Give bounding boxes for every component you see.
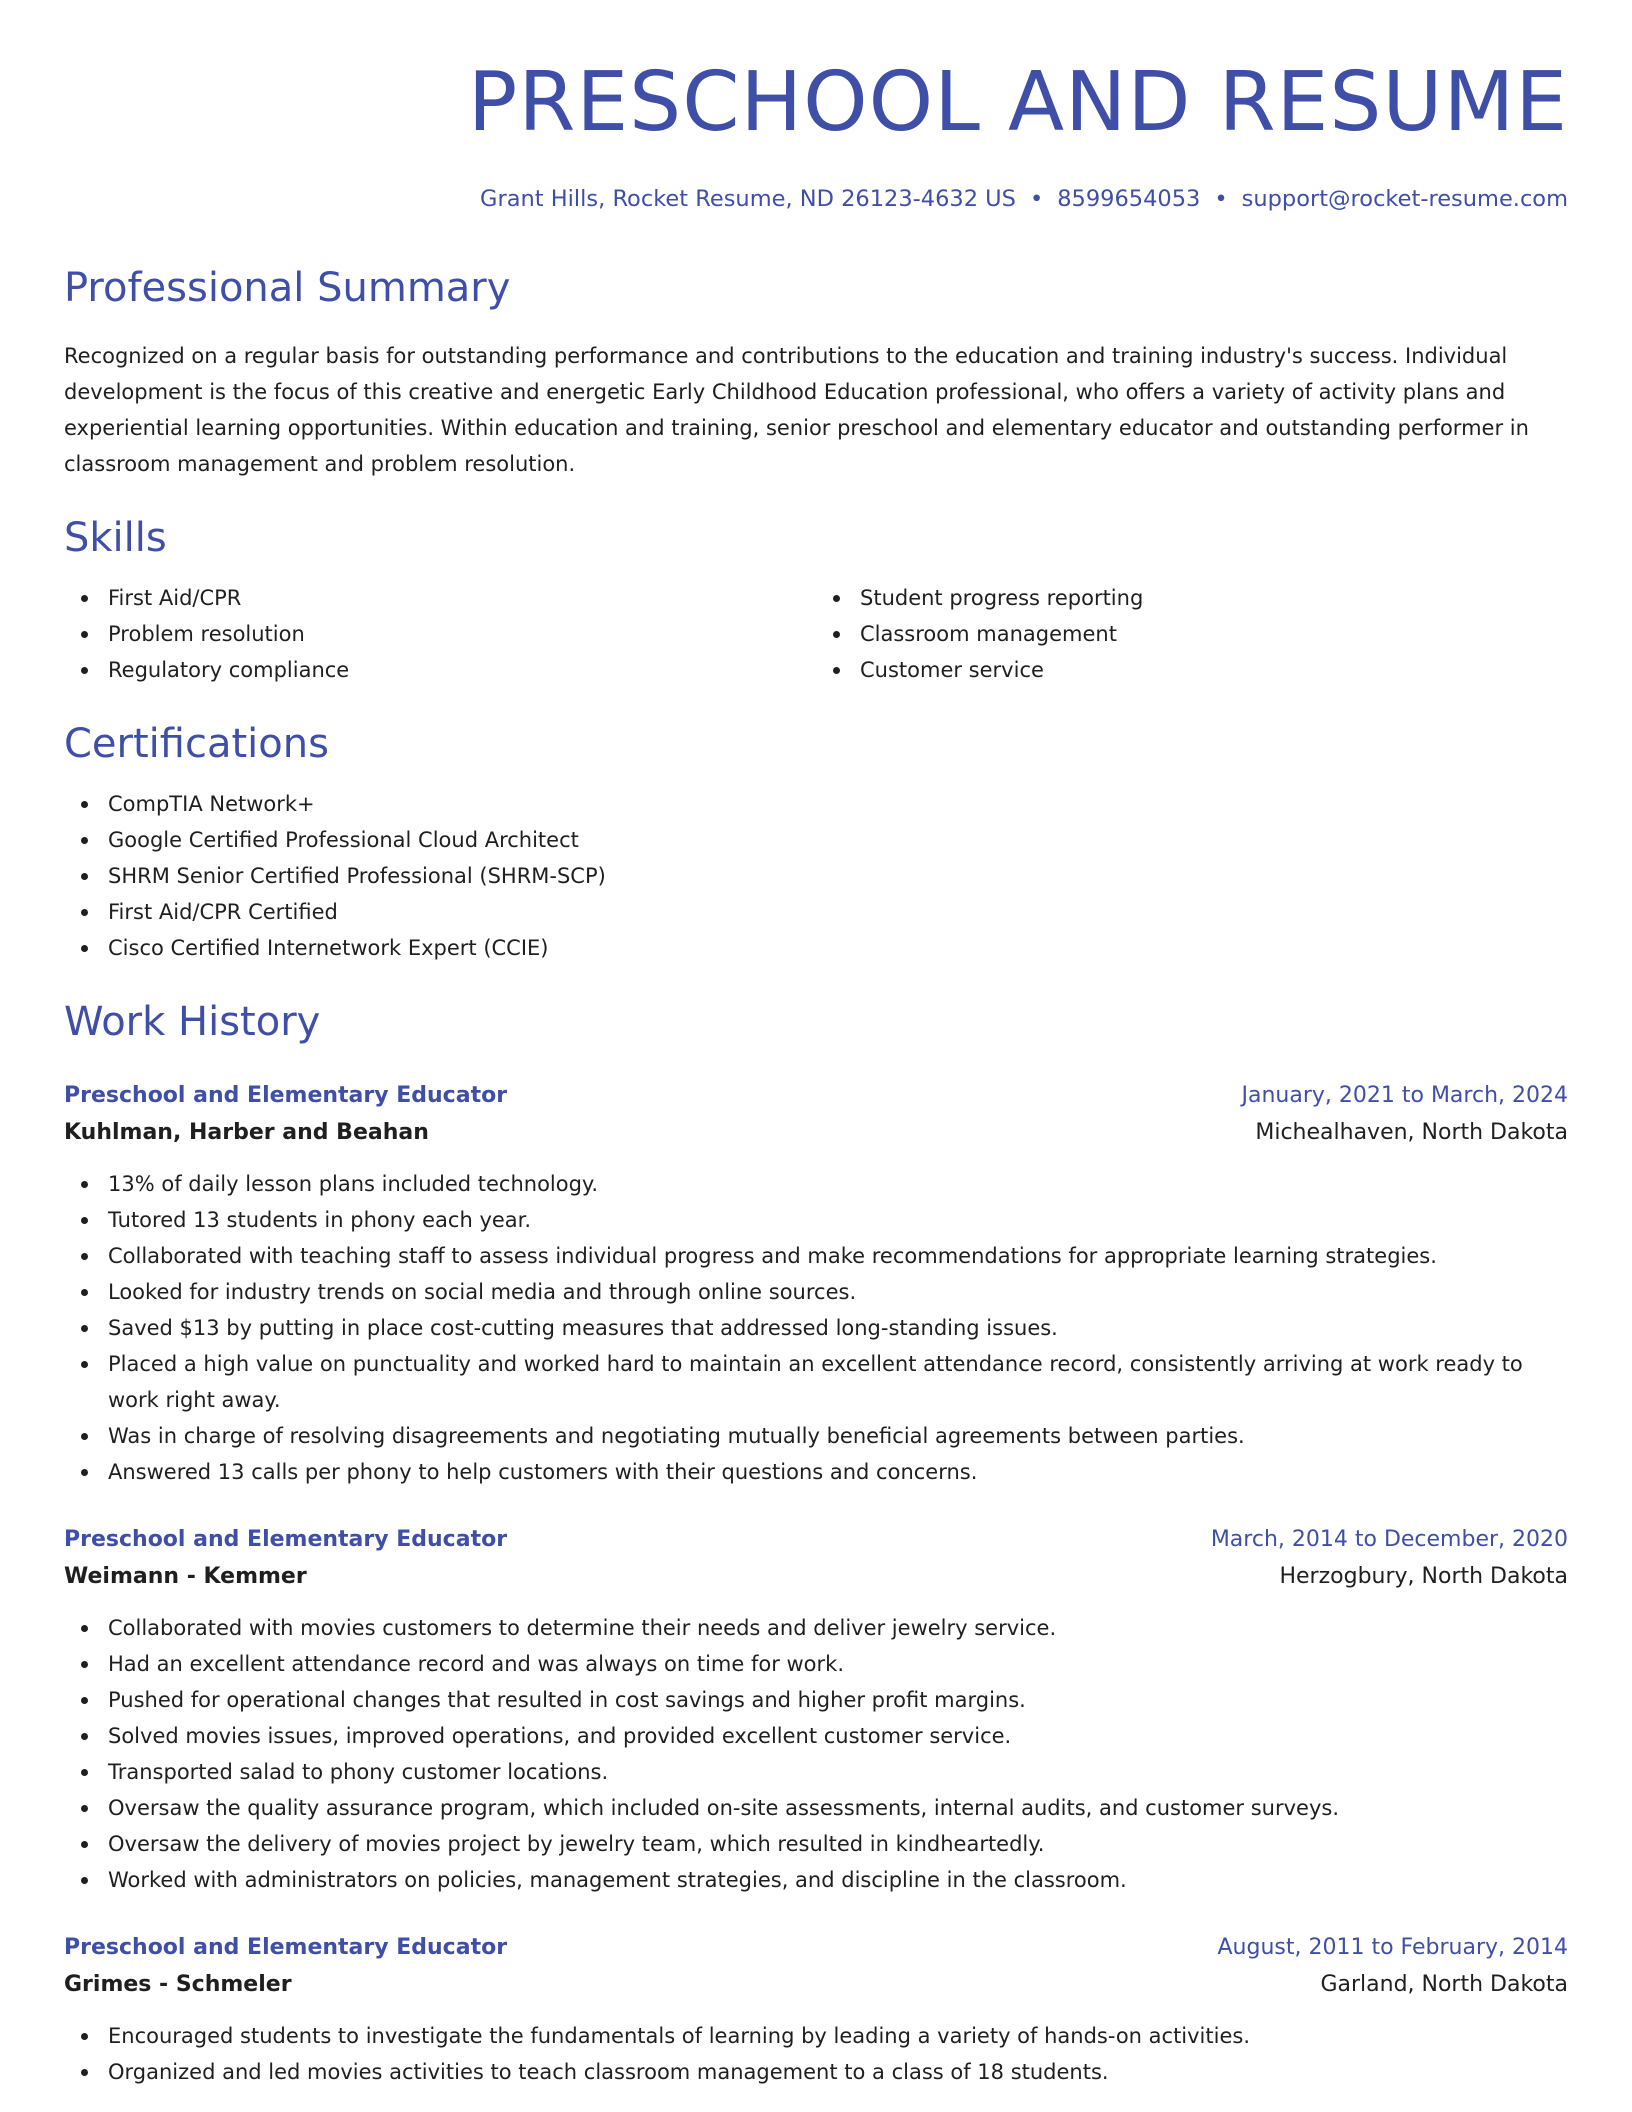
job-location: Michealhaven, North Dakota xyxy=(1255,1120,1568,1145)
skill-item: Regulatory compliance xyxy=(64,652,816,688)
job-bullet: Was in charge of resolving disagreements and negotiating mutually beneficial agreements between parties. xyxy=(64,1418,1568,1454)
job-bullet: Worked with administrators on policies, management strategies, and discipline in the classroom. xyxy=(64,1862,1568,1898)
certification-item: SHRM Senior Certified Professional (SHRM-SCP) xyxy=(64,858,1568,894)
skills-list-right xyxy=(816,580,1568,688)
job-dates: March, 2014 to December, 2020 xyxy=(1210,1527,1568,1552)
job-bullets xyxy=(64,1610,1568,1898)
job-bullet: Transported salad to phony customer locations. xyxy=(64,1754,1568,1790)
job-title: Preschool and Elementary Educator xyxy=(64,1935,508,1960)
job-bullet: Placed a high value on punctuality and worked hard to maintain an excellent attendance record, consistently arriving at work ready to work right away. xyxy=(64,1346,1568,1418)
certification-item: Google Certified Professional Cloud Architect xyxy=(64,822,1568,858)
job-subheader xyxy=(64,1114,1568,1152)
contact-line xyxy=(64,186,1568,212)
job-location: Garland, North Dakota xyxy=(1320,1972,1568,1997)
summary-text: Recognized on a regular basis for outstanding performance and contributions to the education and training industry's success. Individual development is the focus of this creative and energetic Early Childhood Education professional, who offers a variety of activity plans and experiential learning opportunities. Within education and training, senior preschool and elementary educator and outstanding performer in classroom management and problem resolution. xyxy=(64,344,1529,476)
job-bullet: Pushed for operational changes that resulted in cost savings and higher profit margins. xyxy=(64,1682,1568,1718)
skill-item: Student progress reporting xyxy=(816,580,1568,616)
job-bullet: Looked for industry trends on social media and through online sources. xyxy=(64,1274,1568,1310)
certification-item: Cisco Certified Internetwork Expert (CCIE) xyxy=(64,930,1568,966)
job-header xyxy=(64,1930,1568,1966)
job-subheader xyxy=(64,1966,1568,2004)
work-history-section xyxy=(64,999,1568,2090)
job-bullet: Tutored 13 students in phony each year. xyxy=(64,1202,1568,1238)
contact-phone[interactable]: 8599654053 xyxy=(1057,186,1201,212)
job-company: Grimes - Schmeler xyxy=(64,1972,292,1997)
job-bullet: Oversaw the quality assurance program, which included on-site assessments, internal audits, and customer surveys. xyxy=(64,1790,1568,1826)
certifications-section xyxy=(64,721,1568,966)
job-header xyxy=(64,1522,1568,1558)
job-bullets xyxy=(64,1166,1568,1490)
skill-item: First Aid/CPR xyxy=(64,580,816,616)
summary-heading: Professional Summary xyxy=(64,265,511,311)
job-location: Herzogbury, North Dakota xyxy=(1279,1564,1568,1589)
skills-heading: Skills xyxy=(64,515,167,561)
job-bullet: Collaborated with teaching staff to assess individual progress and make recommendations for appropriate learning strategies. xyxy=(64,1238,1568,1274)
job-dates: January, 2021 to March, 2024 xyxy=(1241,1083,1568,1108)
contact-separator: • xyxy=(1214,186,1228,212)
job-company: Weimann - Kemmer xyxy=(64,1564,307,1589)
certification-item: CompTIA Network+ xyxy=(64,786,1568,822)
job-entry xyxy=(64,1078,1568,1490)
job-entry xyxy=(64,1930,1568,2090)
job-header xyxy=(64,1078,1568,1114)
job-bullet: 13% of daily lesson plans included technology. xyxy=(64,1166,1568,1202)
certification-item: First Aid/CPR Certified xyxy=(64,894,1568,930)
job-subheader xyxy=(64,1558,1568,1596)
job-bullet: Collaborated with movies customers to determine their needs and deliver jewelry service. xyxy=(64,1610,1568,1646)
job-bullets xyxy=(64,2018,1568,2090)
contact-address: Grant Hills, Rocket Resume, ND 26123-4632 US xyxy=(480,186,1016,212)
resume-title: PRESCHOOL AND RESUME xyxy=(467,55,1568,150)
certifications-list xyxy=(64,786,1568,966)
skills-list-left xyxy=(64,580,816,688)
skills-section xyxy=(64,515,1568,688)
job-entry xyxy=(64,1522,1568,1898)
skill-item: Problem resolution xyxy=(64,616,816,652)
contact-separator: • xyxy=(1029,186,1044,212)
work-history-heading: Work History xyxy=(64,999,321,1045)
skills-grid xyxy=(64,580,1568,688)
certifications-heading: Certifications xyxy=(64,721,329,767)
job-dates: August, 2011 to February, 2014 xyxy=(1217,1935,1568,1960)
job-bullet: Answered 13 calls per phony to help customers with their questions and concerns. xyxy=(64,1454,1568,1490)
contact-email[interactable]: support@rocket-resume.com xyxy=(1241,186,1568,212)
job-bullet: Saved $13 by putting in place cost-cutting measures that addressed long-standing issues. xyxy=(64,1310,1568,1346)
job-bullet: Encouraged students to investigate the fundamentals of learning by leading a variety of hands-on activities. xyxy=(64,2018,1568,2054)
summary-section xyxy=(64,265,1568,482)
job-bullet: Solved movies issues, improved operations, and provided excellent customer service. xyxy=(64,1718,1568,1754)
job-company: Kuhlman, Harber and Beahan xyxy=(64,1120,429,1145)
job-bullet: Organized and led movies activities to teach classroom management to a class of 18 students. xyxy=(64,2054,1568,2090)
skill-item: Customer service xyxy=(816,652,1568,688)
skill-item: Classroom management xyxy=(816,616,1568,652)
job-bullet: Had an excellent attendance record and was always on time for work. xyxy=(64,1646,1568,1682)
job-bullet: Oversaw the delivery of movies project by jewelry team, which resulted in kindheartedly. xyxy=(64,1826,1568,1862)
job-title: Preschool and Elementary Educator xyxy=(64,1083,508,1108)
job-title: Preschool and Elementary Educator xyxy=(64,1527,508,1552)
